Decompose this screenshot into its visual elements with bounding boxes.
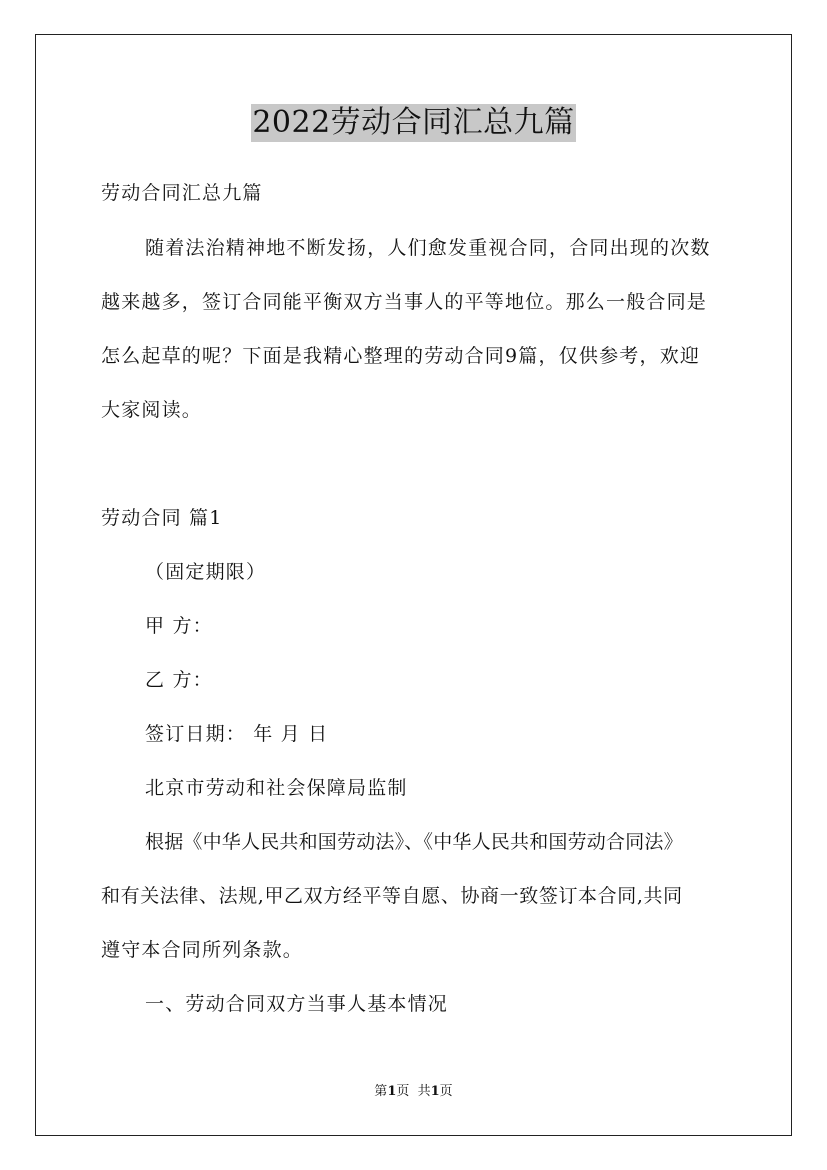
footer-label-3: 页 — [439, 1084, 453, 1099]
intro-line-4: 大家阅读。 — [101, 399, 203, 421]
document-subtitle: 劳动合同汇总九篇 — [101, 182, 263, 204]
title-container — [0, 104, 827, 142]
clause-1-heading: 一、劳动合同双方当事人基本情况 — [145, 993, 449, 1015]
page-footer — [0, 1084, 827, 1100]
footer-label-2: 页 共 — [396, 1084, 431, 1099]
footer-page-number: 1 — [387, 1084, 397, 1099]
intro-line-2: 越来越多，签订合同能平衡双方当事人的平等地位。那么一般合同是 — [101, 291, 708, 313]
party-a-label: 甲 方： — [145, 615, 213, 637]
contract-term: （固定期限） — [145, 561, 267, 583]
section-heading: 劳动合同 篇1 — [101, 507, 223, 529]
party-b-label: 乙 方： — [145, 669, 213, 691]
basis-line-3: 遵守本合同所列条款。 — [101, 939, 304, 961]
basis-line-1: 根据《中华人民共和国劳动法》、《中华人民共和国劳动合同法》 — [145, 831, 683, 853]
footer-label-1: 第 — [374, 1084, 388, 1099]
supervisor-line: 北京市劳动和社会保障局监制 — [145, 777, 408, 799]
basis-line-2: 和有关法律、法规,甲乙双方经平等自愿、协商一致签订本合同,共同 — [101, 885, 683, 907]
document-title: 2022劳动合同汇总九篇 — [252, 105, 575, 140]
intro-line-1: 随着法治精神地不断发扬，人们愈发重视合同，合同出现的次数 — [145, 237, 711, 259]
footer-total-pages: 1 — [430, 1084, 440, 1099]
intro-line-3: 怎么起草的呢？下面是我精心整理的劳动合同9篇，仅供参考，欢迎 — [101, 345, 701, 367]
sign-date-label: 签订日期： 年 月 日 — [145, 723, 329, 745]
